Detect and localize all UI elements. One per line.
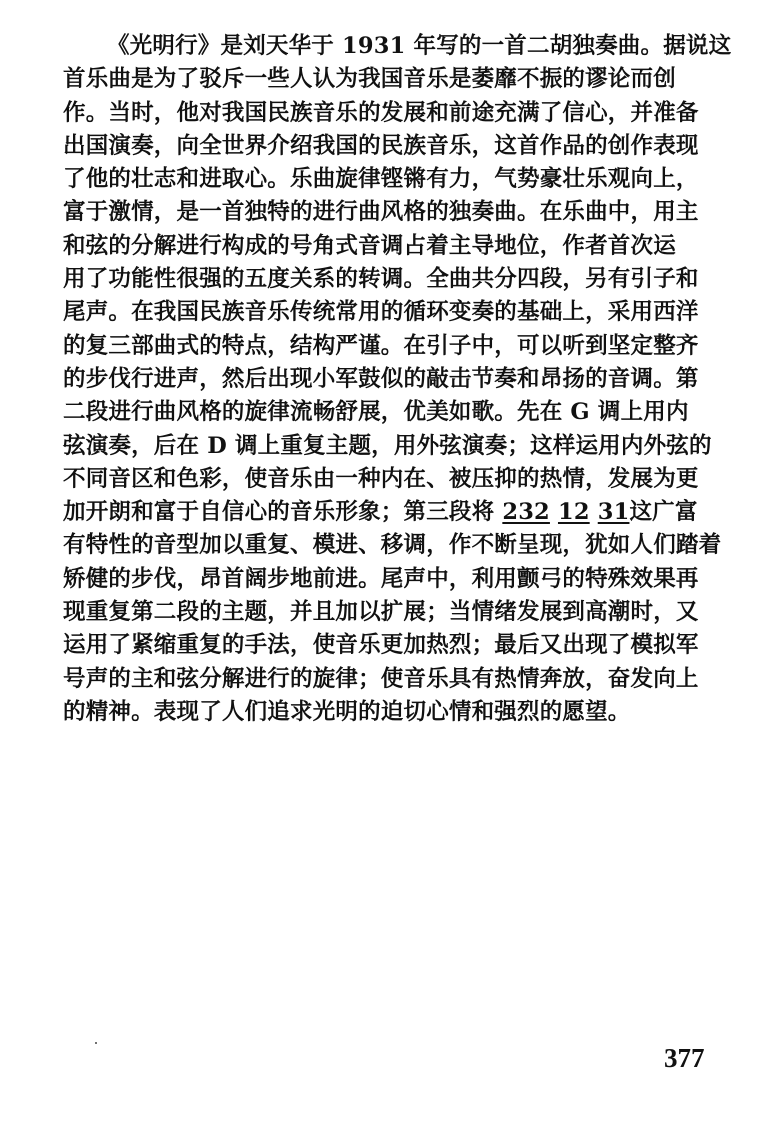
text-fragment: 加开朗和富于自信心的音乐形象；第三段将: [63, 499, 503, 526]
text-line: 作。当时，他对我国民族音乐的发展和前途充满了信心，并准备: [63, 99, 699, 126]
text-line: 二段进行曲风格的旋律流畅舒展，优美如歌。先在 G 调上用内: [63, 399, 689, 426]
text-line: 和弦的分解进行构成的号角式音调占着主导地位，作者首次运: [63, 232, 676, 259]
page-number: 377: [664, 1043, 705, 1073]
scan-speck: [95, 1042, 97, 1044]
text-line: 《光明行》是刘天华于 1931 年写的一首二胡独奏曲。据说这: [107, 33, 732, 59]
text-fragment: 这广富: [629, 499, 698, 526]
text-line: 号声的主和弦分解进行的旋律；使音乐具有热情奔放，奋发向上: [63, 665, 699, 692]
text-line: 的步伐行进声，然后出现小军鼓似的敲击节奏和昂扬的音调。第: [63, 365, 699, 392]
text-line: 不同音区和色彩，使音乐由一种内在、被压抑的热情，发展为更: [63, 465, 699, 492]
text-line: 出国演奏，向全世界介绍我国的民族音乐，这首作品的创作表现: [63, 132, 699, 159]
text-line: 尾声。在我国民族音乐传统常用的循环变奏的基础上，采用西洋: [63, 299, 699, 326]
text-line: 了他的壮志和进取心。乐曲旋律铿锵有力，气势豪壮乐观向上，: [63, 166, 699, 193]
text-line: 的精神。表现了人们追求光明的迫切心情和强烈的愿望。: [63, 698, 631, 725]
jianpu-notation: 12: [557, 499, 590, 526]
text-line: 首乐曲是为了驳斥一些人认为我国音乐是萎靡不振的谬论而创: [63, 66, 676, 93]
jianpu-notation: 232: [502, 499, 550, 526]
text-line-with-notation: [63, 496, 723, 529]
text-line: 富于激情，是一首独特的进行曲风格的独奏曲。在乐曲中，用主: [63, 199, 699, 226]
text-line: 运用了紧缩重复的手法，使音乐更加热烈；最后又出现了模拟军: [63, 632, 699, 659]
jianpu-notation: 31: [597, 499, 630, 526]
text-line: 现重复第二段的主题，并且加以扩展；当情绪发展到高潮时，又: [63, 599, 699, 626]
text-line: 矫健的步伐，昂首阔步地前进。尾声中，利用颤弓的特殊效果再: [63, 565, 699, 592]
text-line: 有特性的音型加以重复、模进、移调，作不断呈现，犹如人们踏着: [63, 532, 722, 559]
body-text: [63, 30, 732, 729]
text-line: 用了功能性很强的五度关系的转调。全曲共分四段，另有引子和: [63, 266, 699, 293]
text-line: 弦演奏，后在 D 调上重复主题，用外弦演奏；这样运用内外弦的: [63, 432, 712, 459]
text-line: 的复三部曲式的特点，结构严谨。在引子中，可以听到坚定整齐: [63, 332, 699, 359]
